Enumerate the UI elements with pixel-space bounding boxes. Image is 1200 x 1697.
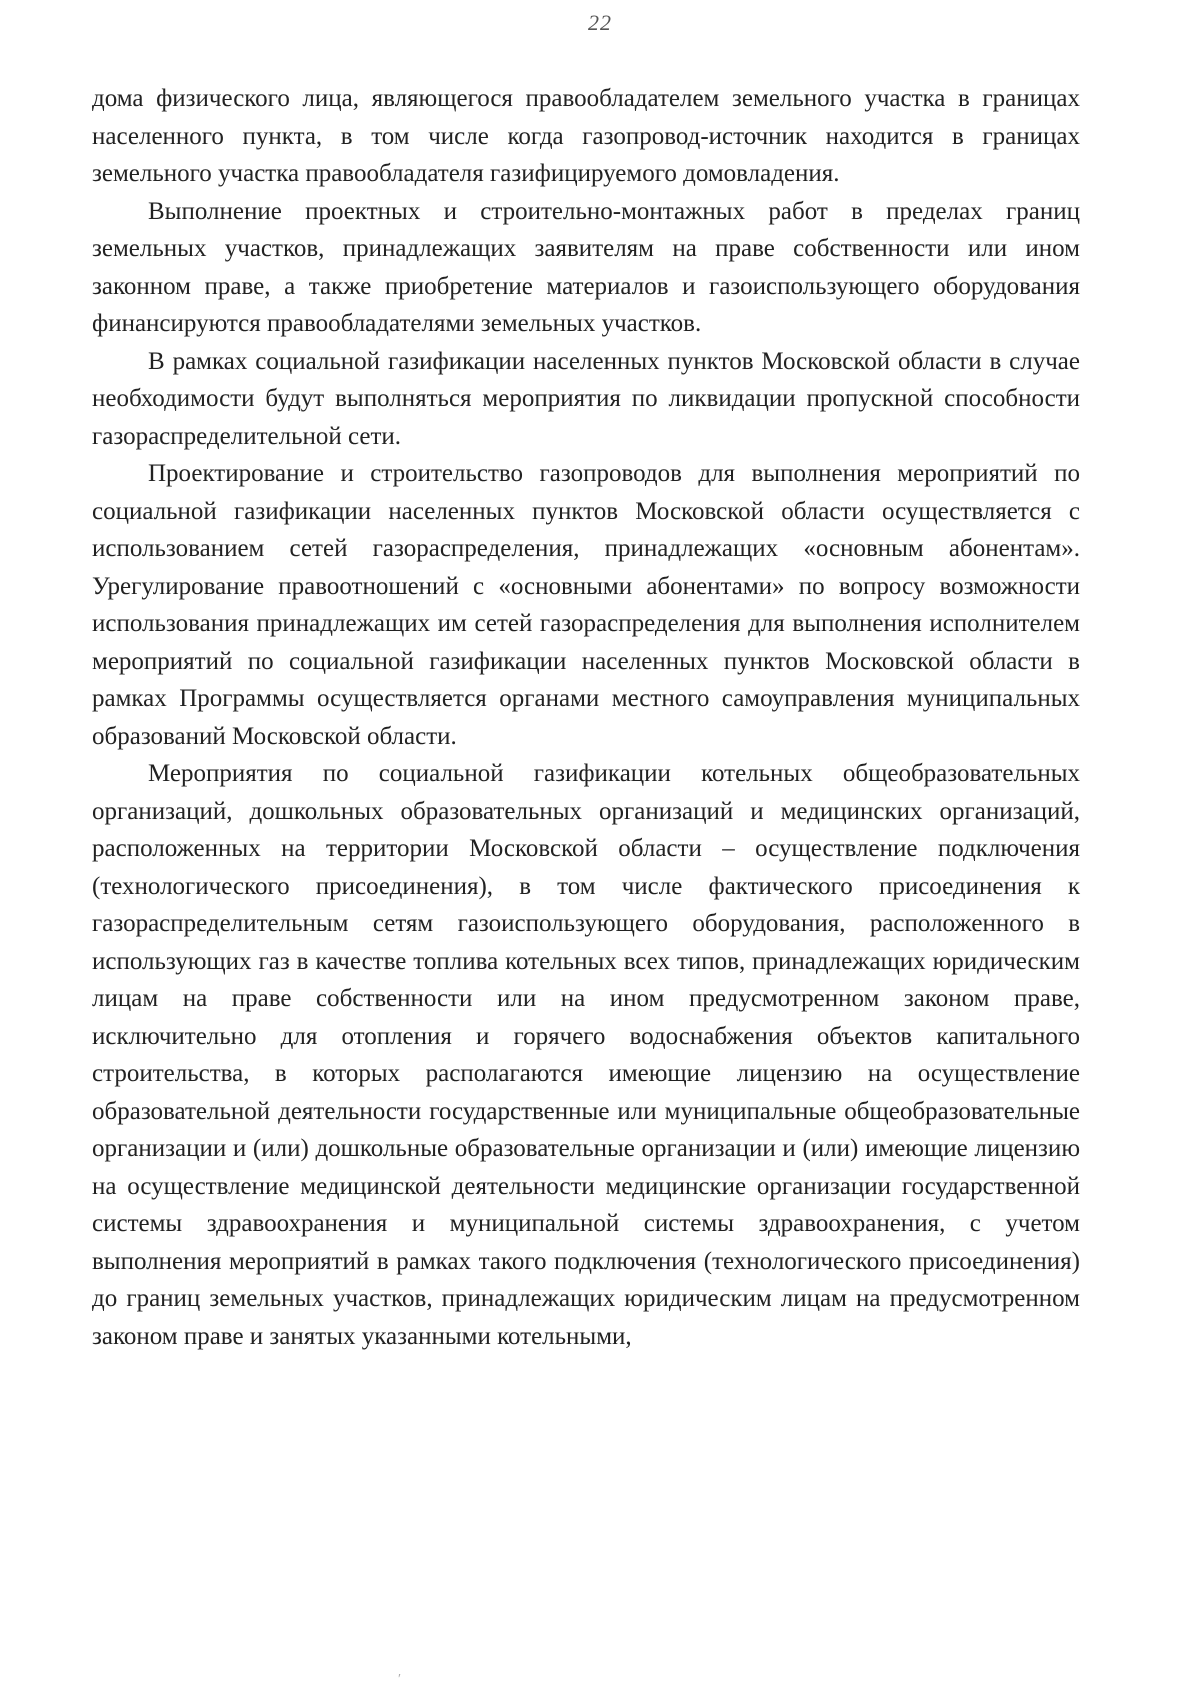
scan-speck: ′: [398, 1672, 402, 1687]
paragraph-1: дома физического лица, являющегося правообладателем земельного участка в границах населенного пункта, в том числе когда газопровод-источник находится в границах земельного участка правообладателя газифицируемого домовладения.: [92, 85, 1080, 187]
document-body: [92, 80, 1080, 1355]
paragraph-3: В рамках социальной газификации населенных пунктов Московской области в случае необходимости будут выполняться мероприятия по ликвидации пропускной способности газораспределительной сети.: [92, 347, 1080, 450]
paragraph-5: Мероприятия по социальной газификации котельных общеобразовательных организаций, дошкольных образовательных организаций и медицинских организаций, расположенных на территории Московской области – осуществление подключения (технологического присоединения), в том числе фактического присоединения к газораспределительным сетям газоиспользующего оборудования, расположенного в использующих газ в качестве топлива котельных всех типов, принадлежащих юридическим лицам на праве собственности или на ином предусмотренном законом праве, исключительно для отопления и горячего водоснабжения объектов капитального строительства, в которых располагаются имеющие лицензию на осуществление образовательной деятельности государственные или муниципальные общеобразовательные организации и (или) дошкольные образовательные организации и (или) имеющие лицензию на осуществление медицинской деятельности медицинские организации государственной системы здравоохранения и муниципальной системы здравоохранения, с учетом выполнения мероприятий в рамках такого подключения (технологического присоединения) до границ земельных участков, принадлежащих юридическим лицам на предусмотренном законом праве и занятых указанными котельными,: [92, 760, 1080, 1350]
paragraph-4: Проектирование и строительство газопроводов для выполнения мероприятий по социальной газификации населенных пунктов Московской области осуществляется с использованием сетей газораспределения, принадлежащих «основным абонентам». Урегулирование правоотношений с «основными абонентами» по вопросу возможности использования принадлежащих им сетей газораспределения для выполнения исполнителем мероприятий по социальной газификации населенных пунктов Московской области в рамках Программы осуществляется органами местного самоуправления муниципальных образований Московской области.: [92, 460, 1080, 750]
page-number: 22: [588, 10, 612, 35]
paragraph-2: Выполнение проектных и строительно-монтажных работ в пределах границ земельных участков, принадлежащих заявителям на праве собственности или ином законном праве, а также приобретение материалов и газоиспользующего оборудования финансируются правообладателями земельных участков.: [92, 197, 1080, 337]
